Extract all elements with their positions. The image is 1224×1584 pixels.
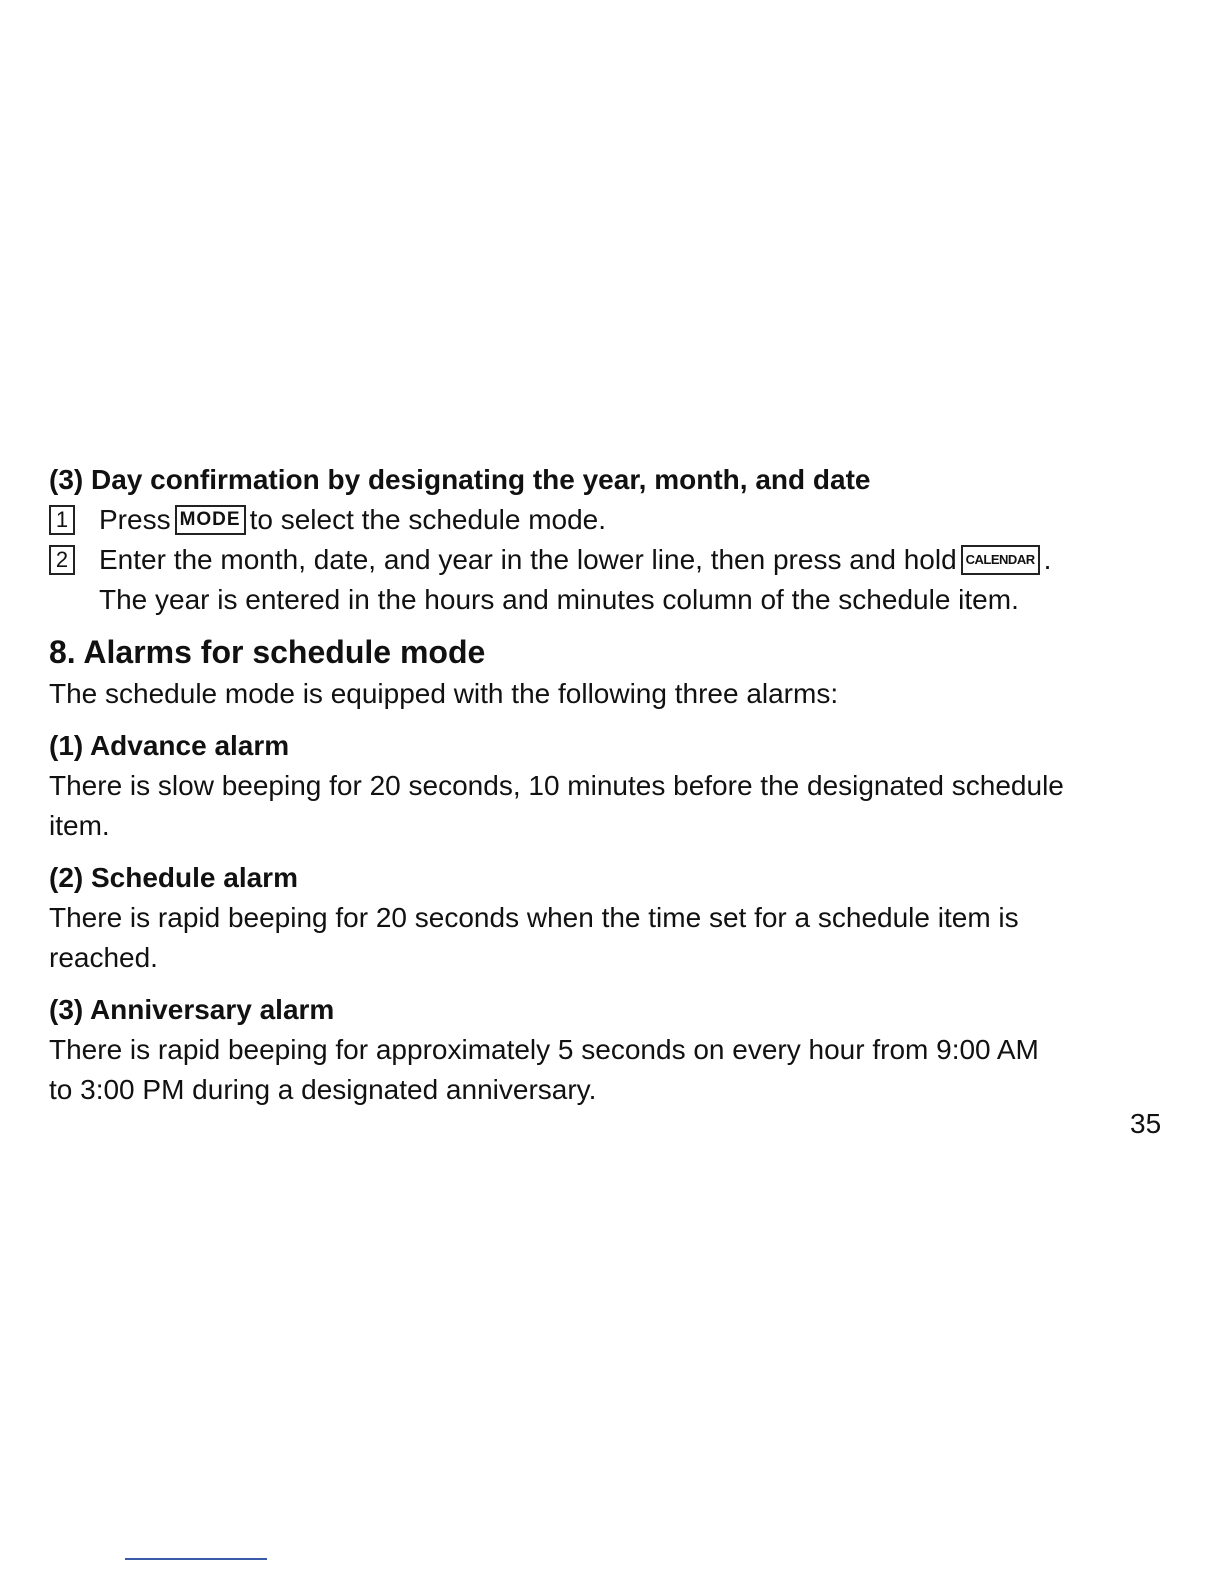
step-2-text-before: Enter the month, date, and year in the lower line, then press and hold: [99, 544, 957, 575]
step-number-1: 1: [49, 505, 75, 535]
mode-key-icon: MODE: [175, 505, 246, 535]
step-1-text-after: to select the schedule mode.: [249, 504, 607, 535]
page-content: [49, 460, 1179, 1110]
step-2-text-after: .: [1043, 544, 1052, 575]
schedule-alarm-line-1: There is rapid beeping for 20 seconds when the time set for a schedule item is: [49, 902, 1019, 933]
step-1: [49, 500, 1179, 540]
section-8-intro: The schedule mode is equipped with the following three alarms:: [49, 678, 839, 709]
anniversary-alarm-line-1: There is rapid beeping for approximately 5 seconds on every hour from 9:00 AM: [49, 1034, 1039, 1065]
section-8-heading: 8. Alarms for schedule mode: [49, 634, 486, 670]
section-3-heading: (3) Day confirmation by designating the year, month, and date: [49, 464, 871, 495]
schedule-alarm-title: (2) Schedule alarm: [49, 862, 298, 893]
anniversary-alarm-line-2: to 3:00 PM during a designated anniversary.: [49, 1074, 597, 1105]
page-number: 35: [1130, 1108, 1162, 1139]
advance-alarm-line-1: There is slow beeping for 20 seconds, 10 minutes before the designated schedule: [49, 770, 1064, 801]
step-1-text-before: Press: [99, 504, 171, 535]
schedule-alarm-line-2: reached.: [49, 942, 158, 973]
bottom-divider: [125, 1558, 267, 1560]
advance-alarm-title: (1) Advance alarm: [49, 730, 290, 761]
calendar-key-icon: CALENDAR: [961, 545, 1040, 575]
step-2: [49, 540, 1179, 580]
advance-alarm-line-2: item.: [49, 810, 110, 841]
step-number-2: 2: [49, 545, 75, 575]
step-2-continuation: The year is entered in the hours and minutes column of the schedule item.: [99, 584, 1019, 615]
anniversary-alarm-title: (3) Anniversary alarm: [49, 994, 335, 1025]
